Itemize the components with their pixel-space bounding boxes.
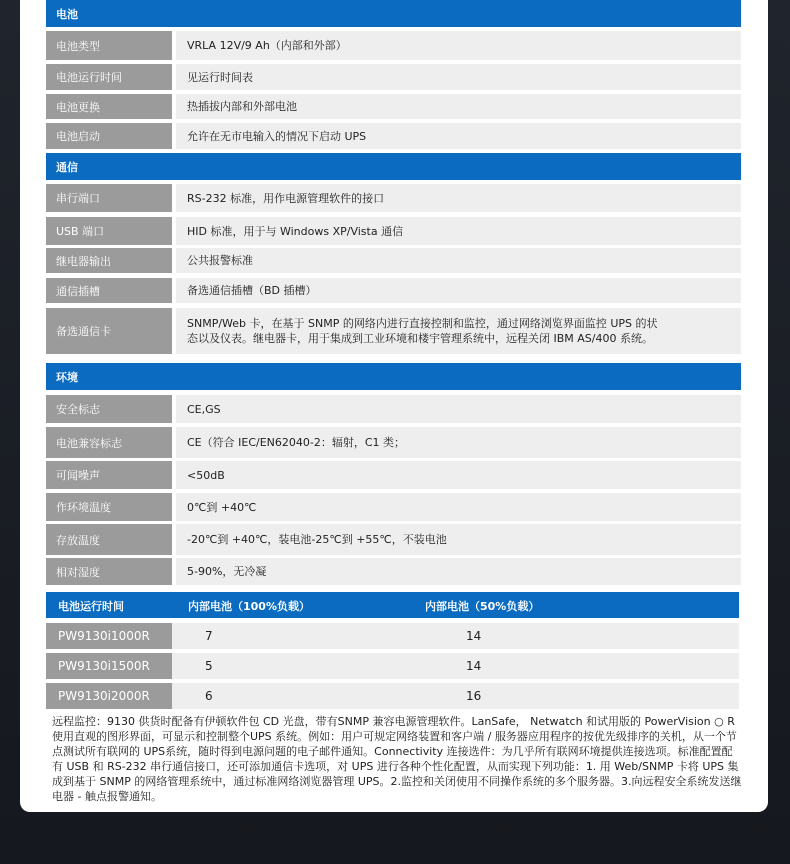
spec-value: SNMP/Web 卡，在基于 SNMP 的网络内进行直接控制和监控，通过网络浏览界面监控 UPS 的状态以及仪表。继电器卡，用于集成到工业环境和楼宇管理系统中，远程关闭 IBM AS/400 系统。 xyxy=(176,308,741,354)
spec-value: CE（符合 IEC/EN62040-2：辐射，C1 类； xyxy=(176,427,741,458)
spec-value: 公共报警标准 xyxy=(176,248,741,273)
runtime-100-cell: 5 xyxy=(205,659,213,673)
model-cell: PW9130i2000R xyxy=(46,683,172,709)
remote-monitoring-note: 远程监控：9130 供货时配备有伊顿软件包 CD 光盘，带有SNMP 兼容电源管理软件。LanSafe， Netwatch 和试用版的 PowerVision ○ R 使用直观的图形界面，可显示和控制整个UPS 系统。例如：用户可规定网络装置和客户端 / 服务器应用程序的按优先级排序的关机，从一个节点测试所有联网的 UPS系统，随时得到电源问题的电子邮件通知。Connectivity 连接选件：为几乎所有联网环境提供连接选项。标准配置配有 USB 和 RS-232 串行通信接口，还可添加通信卡选项，对 UPS 进行各种个性化配置，从而实现下列功能：1. 用 Web/SNMP 卡将 UPS 集成到基于 SNMP 的网络管理系统中，通过标准网络浏览器管理 UPS。2.监控和关闭使用不同操作系统的多个服务器。3.向远程安全系统发送继电器 - 触点报警通知。 xyxy=(52,715,742,803)
spec-value: 5-90%，无冷凝 xyxy=(176,558,741,585)
spec-value: RS-232 标准，用作电源管理软件的接口 xyxy=(176,184,741,212)
spec-value: 热插拔内部和外部电池 xyxy=(176,94,741,119)
spec-label: 电池更换 xyxy=(46,94,172,119)
spec-label: 备选通信卡 xyxy=(46,308,172,354)
column-header: 电池运行时间 xyxy=(58,600,124,613)
spec-label: 继电器输出 xyxy=(46,248,172,273)
spec-label: 电池类型 xyxy=(46,31,172,60)
spec-label: 电池启动 xyxy=(46,123,172,149)
section-header-communication: 通信 xyxy=(46,153,741,180)
spec-value: CE,GS xyxy=(176,395,741,423)
runtime-table-header xyxy=(46,592,739,618)
spec-label: 通信插槽 xyxy=(46,278,172,303)
runtime-50-cell: 14 xyxy=(466,629,482,643)
table-row xyxy=(46,653,739,679)
spec-label: 作环境温度 xyxy=(46,493,172,521)
model-cell: PW9130i1000R xyxy=(46,623,172,649)
spec-label: USB 端口 xyxy=(46,217,172,245)
spec-value: HID 标准，用于与 Windows XP/Vista 通信 xyxy=(176,217,741,245)
spec-label: 可闻噪声 xyxy=(46,461,172,489)
runtime-100-cell: 7 xyxy=(205,629,213,643)
table-row xyxy=(46,623,739,649)
spec-label: 电池运行时间 xyxy=(46,64,172,90)
spec-label: 相对湿度 xyxy=(46,558,172,585)
spec-value: 见运行时间表 xyxy=(176,64,741,90)
runtime-100-cell: 6 xyxy=(205,689,213,703)
model-cell: PW9130i1500R xyxy=(46,653,172,679)
runtime-50-cell: 16 xyxy=(466,689,482,703)
spec-value: 备选通信插槽（BD 插槽） xyxy=(176,278,741,303)
spec-value: 允许在无市电输入的情况下启动 UPS xyxy=(176,123,741,149)
spec-value: VRLA 12V/9 Ah（内部和外部） xyxy=(176,31,741,60)
spec-value: -20℃到 +40℃，装电池-25℃到 +55℃，不装电池 xyxy=(176,524,741,555)
table-row xyxy=(46,683,739,709)
runtime-50-cell: 14 xyxy=(466,659,482,673)
section-header-battery: 电池 xyxy=(46,0,741,27)
spec-label: 安全标志 xyxy=(46,395,172,423)
spec-label: 存放温度 xyxy=(46,524,172,555)
spec-value: 0℃到 +40℃ xyxy=(176,493,741,521)
spec-value: <50dB xyxy=(176,461,741,489)
column-header: 内部电池（50%负载） xyxy=(425,600,540,613)
spec-label: 电池兼容标志 xyxy=(46,427,172,458)
section-header-environment: 环境 xyxy=(46,363,741,390)
spec-label: 串行端口 xyxy=(46,184,172,212)
column-header: 内部电池（100%负载） xyxy=(188,600,310,613)
